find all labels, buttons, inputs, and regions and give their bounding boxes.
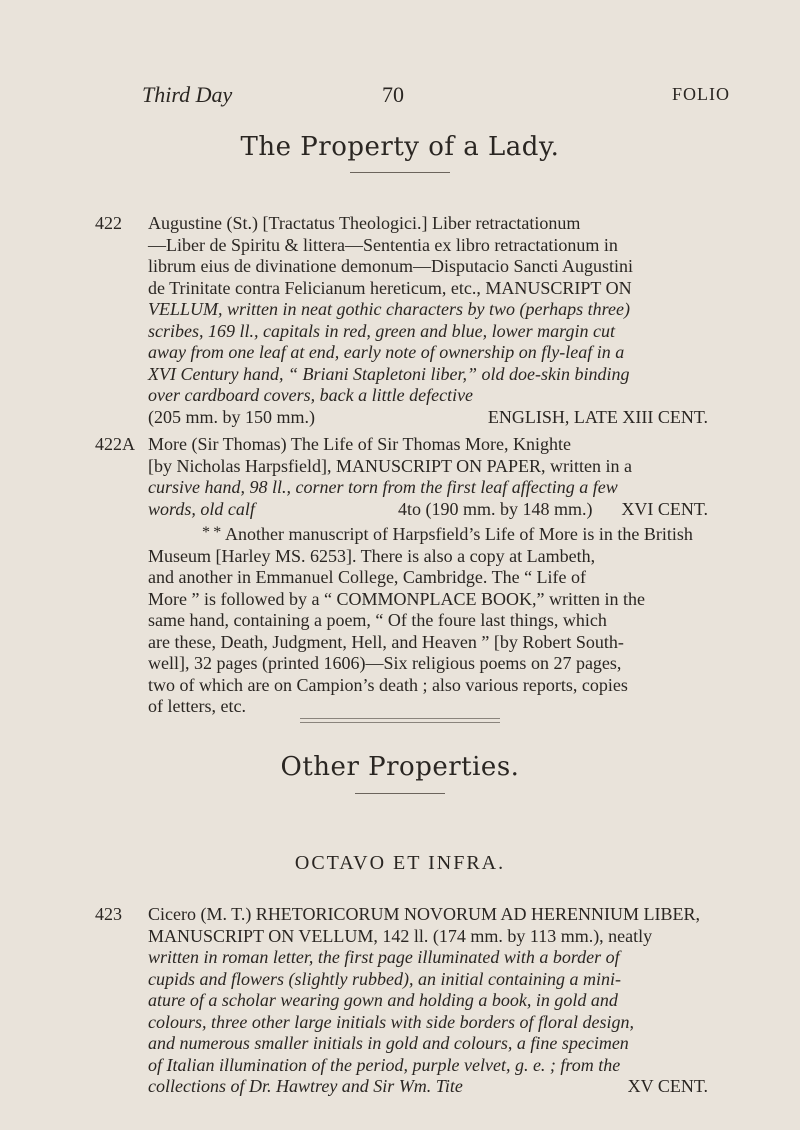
lot-line: [by Nicholas Harpsfield], MANUSCRIPT ON PAPER, written in a [148,455,632,476]
lot-line: cursive hand, 98 ll., corner torn from the first leaf affecting a few [148,477,618,497]
lot-line: —Liber de Spiritu & littera—Sententia ex libro retractationum in [148,234,618,255]
lot-date: XV CENT. [627,1076,708,1096]
lot-number-422a: 422A [95,434,135,454]
lot-provenance: collections of Dr. Hawtrey and Sir Wm. Tite [148,1076,463,1096]
note-line: same hand, containing a poem, “ Of the foure last things, which [148,610,607,630]
lot-line: cupids and flowers (slightly rubbed), an initial containing a mini- [148,968,621,989]
lot-line-last [148,407,708,429]
section-rule [350,172,450,173]
running-head-day: Third Day [142,82,233,107]
lot-line: de Trinitate contra Felicianum hereticum, etc., MANUSCRIPT ON [148,277,632,298]
lot-line: written in roman letter, the first page illuminated with a border of [148,947,620,967]
lot-line: of Italian illumination of the period, purple velvet, g. e. ; from the [148,1054,621,1075]
lot-line: scribes, 169 ll., capitals in red, green and blue, lower margin cut [148,320,615,341]
note-line: of letters, etc. [148,696,246,716]
lot-dimensions: (205 mm. by 150 mm.) [148,406,315,427]
lot-line-last [148,499,708,521]
note-asterisks: * * [202,524,222,541]
lot-line: librum eius de divinatione demonum—Disputacio Sancti Augustini [148,256,633,276]
lot-line-last [148,1076,708,1098]
running-head-format: FOLIO [672,84,730,104]
section-title-other-properties: Other Properties. [280,752,520,782]
note-line: well], 32 pages (printed 1606)—Six religious poems on 27 pages, [148,653,622,673]
lot-line: MANUSCRIPT ON VELLUM, 142 ll. (174 mm. by 113 mm.), neatly [148,925,653,946]
running-head [0,82,800,106]
lot-line: away from one leaf at end, early note of ownership on fly-leaf in a [148,342,625,362]
lot-binding: words, old calf [148,498,255,519]
note-line: two of which are on Campion’s death ; also various reports, copies [148,674,628,695]
lot-423 [148,904,708,1098]
section-rule [355,793,445,794]
format-subheading: OCTAVO ET INFRA. [294,852,506,874]
note-line: and another in Emmanuel College, Cambridge. The “ Life of [148,567,587,587]
lot-422a-note-cont [148,546,708,718]
lot-line: XVI Century hand, “ Briani Stapletoni liber,” old doe-skin binding [148,363,630,384]
lot-date: XVI CENT. [621,498,708,519]
lot-422 [148,213,708,428]
section-divider [300,718,500,723]
lot-line: Augustine (St.) [Tractatus Theologici.] Liber retractationum [148,213,581,233]
lot-line: VELLUM, written in neat gothic characters by two (perhaps three) [148,299,630,319]
lot-422a-note [225,524,710,546]
lot-422a [148,434,708,520]
note-line: Another manuscript of Harpsfield’s Life of More is in the British [225,524,693,544]
note-line: Museum [Harley MS. 6253]. There is also a copy at Lambeth, [148,545,596,566]
lot-line: Cicero (M. T.) RHETORICORUM NOVORUM AD HERENNIUM LIBER, [148,904,700,924]
lot-number-422: 422 [95,213,122,233]
lot-number-423: 423 [95,904,122,924]
section-title-property-of-a-lady: The Property of a Lady. [240,132,560,162]
lot-line: and numerous smaller initials in gold and colours, a fine specimen [148,1033,629,1053]
note-line: More ” is followed by a “ COMMONPLACE BOOK,” written in the [148,588,645,609]
lot-line: More (Sir Thomas) The Life of Sir Thomas More, Knighte [148,434,571,454]
lot-date: ENGLISH, LATE XIII CENT. [487,406,708,427]
page-number: 70 [382,82,404,107]
lot-line: over cardboard covers, back a little defective [148,385,474,405]
lot-line: ature of a scholar wearing gown and holding a book, in gold and [148,990,618,1010]
lot-line: colours, three other large initials with side borders of floral design, [148,1011,634,1032]
note-line: are these, Death, Judgment, Hell, and Heaven ” [by Robert South- [148,631,624,652]
lot-format: 4to (190 mm. by 148 mm.) [398,498,593,519]
